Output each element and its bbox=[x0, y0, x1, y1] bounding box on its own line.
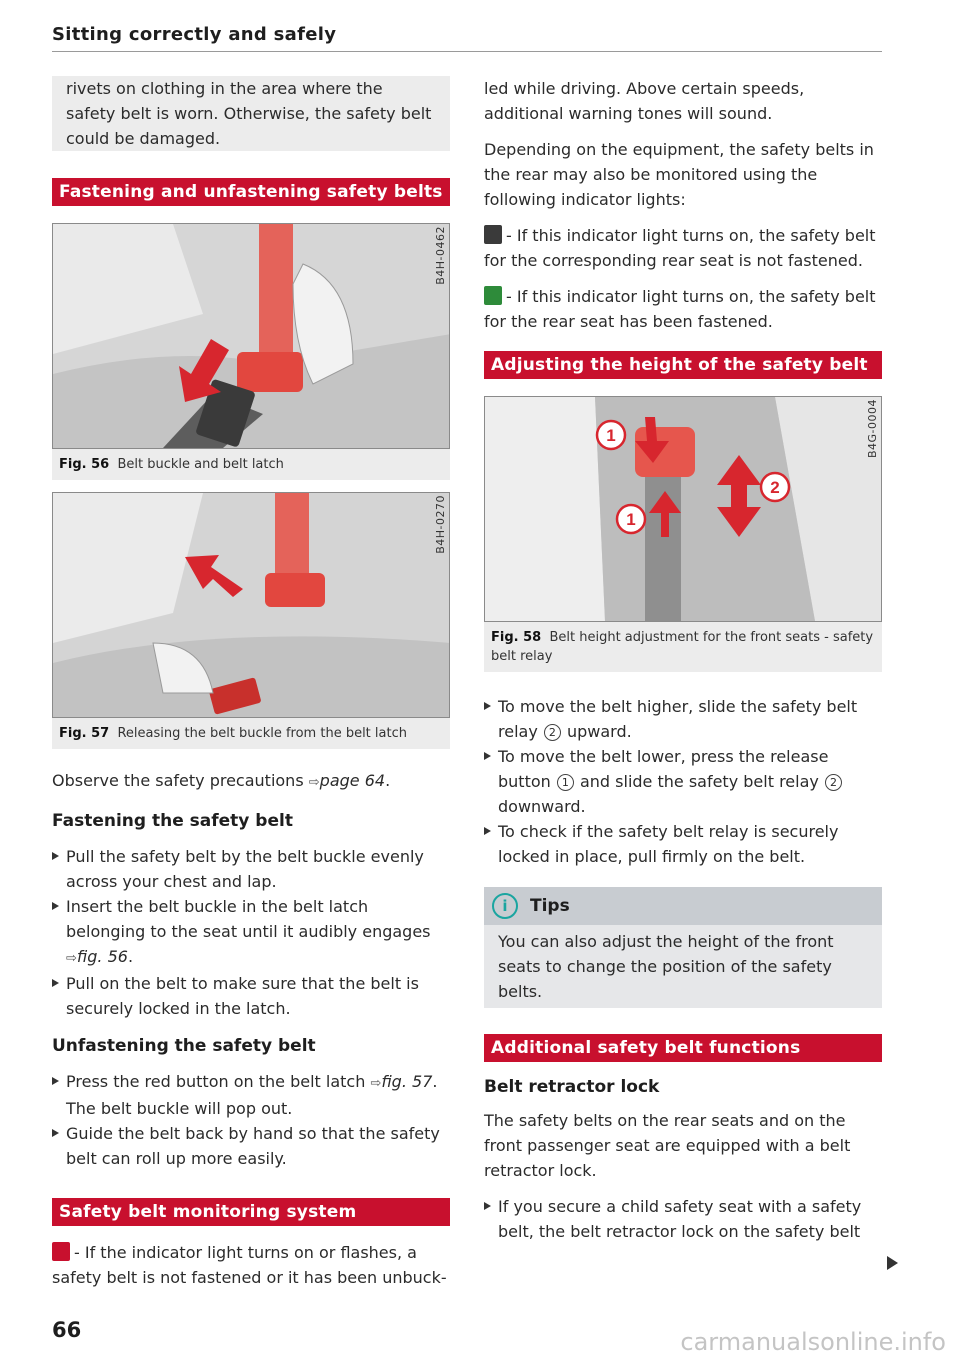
callout-2-ref: 2 bbox=[825, 774, 842, 791]
rear-monitor-intro: Depending on the equipment, the safety belts in the rear may also be monitored using the following indicator lights: bbox=[484, 140, 874, 209]
monitor-paragraph: - If the indicator light turns on or flashes, a safety belt is not fastened or it has been unbuck- bbox=[52, 1243, 447, 1287]
observe-precautions: Observe the safety precautions ⇨page 64. bbox=[52, 771, 391, 790]
tips-text: You can also adjust the height of the front seats to change the position of the safety belts. bbox=[498, 932, 834, 1001]
callout-2-ref: 2 bbox=[544, 724, 561, 741]
figure-57-caption-text: Releasing the belt buckle from the belt latch bbox=[117, 726, 407, 741]
arrow-ref-icon: ⇨ bbox=[370, 1076, 382, 1091]
list-item: Press the red button on the belt latch ⇨fig. 57. The belt buckle will pop out. bbox=[52, 1069, 450, 1121]
retractor-heading: Belt retractor lock bbox=[484, 1077, 660, 1097]
belt-warning-red-icon bbox=[52, 1242, 70, 1261]
tips-header bbox=[484, 887, 882, 925]
header-divider bbox=[52, 51, 882, 52]
monitor-continuation: led while driving. Above certain speeds, additional warning tones will sound. bbox=[484, 79, 805, 123]
callout-1-top-label: 1 bbox=[606, 426, 616, 445]
callout-1-ref: 1 bbox=[557, 774, 574, 791]
list-item: Guide the belt back by hand so that the safety belt can roll up more easily. bbox=[52, 1121, 450, 1171]
figure-57-label: Fig. 57 bbox=[59, 726, 110, 741]
figure-57-image bbox=[52, 492, 450, 718]
tips-body bbox=[484, 925, 882, 1008]
callout-2-label: 2 bbox=[770, 478, 780, 497]
retractor-steps bbox=[484, 1194, 882, 1244]
right-column bbox=[484, 76, 882, 1244]
section-heading-height: Adjusting the height of the safety belt bbox=[484, 351, 882, 379]
figure-58-image bbox=[484, 396, 882, 622]
arrow-ref-icon: ⇨ bbox=[308, 775, 320, 790]
height-adjust-steps bbox=[484, 694, 882, 869]
figure-56-image bbox=[52, 223, 450, 449]
belt-strap bbox=[645, 457, 681, 621]
retractor-paragraph: The safety belts on the rear seats and on the front passenger seat are equipped with a belt retractor lock. bbox=[484, 1111, 851, 1180]
figure-56-caption bbox=[52, 449, 450, 480]
figure-56-code: B4H-0462 bbox=[434, 226, 447, 285]
fastening-steps bbox=[52, 844, 450, 1021]
tips-label: Tips bbox=[530, 896, 570, 916]
figure-58-caption-text: Belt height adjustment for the front seats - safety belt relay bbox=[491, 630, 874, 664]
list-item: Pull the safety belt by the belt buckle evenly across your chest and lap. bbox=[52, 844, 450, 894]
unfastening-steps bbox=[52, 1069, 450, 1171]
section-heading-additional: Additional safety belt functions bbox=[484, 1034, 882, 1062]
section-heading-fastening: Fastening and unfastening safety belts bbox=[52, 178, 450, 206]
arrow-ref-icon: ⇨ bbox=[66, 951, 77, 966]
figure-56-caption-text: Belt buckle and belt latch bbox=[117, 457, 284, 472]
belt-release-illustration bbox=[53, 493, 450, 717]
belt-height-illustration bbox=[485, 397, 882, 621]
figure-56-label: Fig. 56 bbox=[59, 457, 110, 472]
page-header-title: Sitting correctly and safely bbox=[52, 24, 337, 45]
rear-belt-unfastened-icon bbox=[484, 225, 502, 244]
warning-continuation-text: rivets on clothing in the area where the safety belt is worn. Otherwise, the safety belt could be damaged. bbox=[66, 79, 432, 148]
watermark: carmanualsonline.info bbox=[680, 1328, 946, 1356]
figure-link[interactable]: fig. 57 bbox=[381, 1072, 433, 1091]
belt-buckle bbox=[265, 573, 325, 607]
callout-1-bottom-label: 1 bbox=[626, 510, 636, 529]
tips-box bbox=[484, 887, 882, 1008]
figure-57-caption bbox=[52, 718, 450, 749]
list-item: Pull on the belt to make sure that the belt is securely locked in the latch. bbox=[52, 971, 450, 1021]
belt-strap bbox=[259, 224, 293, 364]
list-item: Insert the belt buckle in the belt latch belonging to the seat until it audibly engages ⇨fig. 56. bbox=[52, 894, 450, 971]
figure-57-code: B4H-0270 bbox=[434, 495, 447, 554]
list-item: If you secure a child safety seat with a safety belt, the belt retractor lock on the safety belt bbox=[484, 1194, 882, 1244]
belt-buckle-illustration bbox=[53, 224, 450, 448]
list-item: To check if the safety belt relay is securely locked in place, pull firmly on the belt. bbox=[484, 819, 882, 869]
page-link[interactable]: page 64 bbox=[319, 771, 386, 790]
left-column bbox=[52, 76, 450, 1290]
fastening-heading: Fastening the safety belt bbox=[52, 811, 293, 831]
belt-buckle bbox=[237, 352, 303, 392]
figure-58-caption bbox=[484, 622, 882, 672]
figure-link[interactable]: fig. 56 bbox=[76, 947, 128, 966]
rear-indicator-unfastened: - If this indicator light turns on, the safety belt for the corresponding rear seat is not fastened. bbox=[484, 226, 876, 270]
section-heading-monitoring: Safety belt monitoring system bbox=[52, 1198, 450, 1226]
unfastening-heading: Unfastening the safety belt bbox=[52, 1036, 316, 1056]
page-number: 66 bbox=[52, 1318, 82, 1342]
figure-58-label: Fig. 58 bbox=[491, 630, 542, 645]
continue-arrow-icon bbox=[887, 1256, 898, 1270]
list-item: To move the belt higher, slide the safety belt relay 2 upward. bbox=[484, 694, 882, 744]
info-icon: i bbox=[492, 893, 518, 919]
rear-indicator-fastened: - If this indicator light turns on, the safety belt for the rear seat has been fastened. bbox=[484, 287, 876, 331]
rear-belt-fastened-icon bbox=[484, 286, 502, 305]
warning-continuation-box bbox=[52, 76, 450, 151]
list-item: To move the belt lower, press the release button 1 and slide the safety belt relay 2 downward. bbox=[484, 744, 882, 819]
figure-58-code: B4G-0004 bbox=[866, 399, 879, 459]
